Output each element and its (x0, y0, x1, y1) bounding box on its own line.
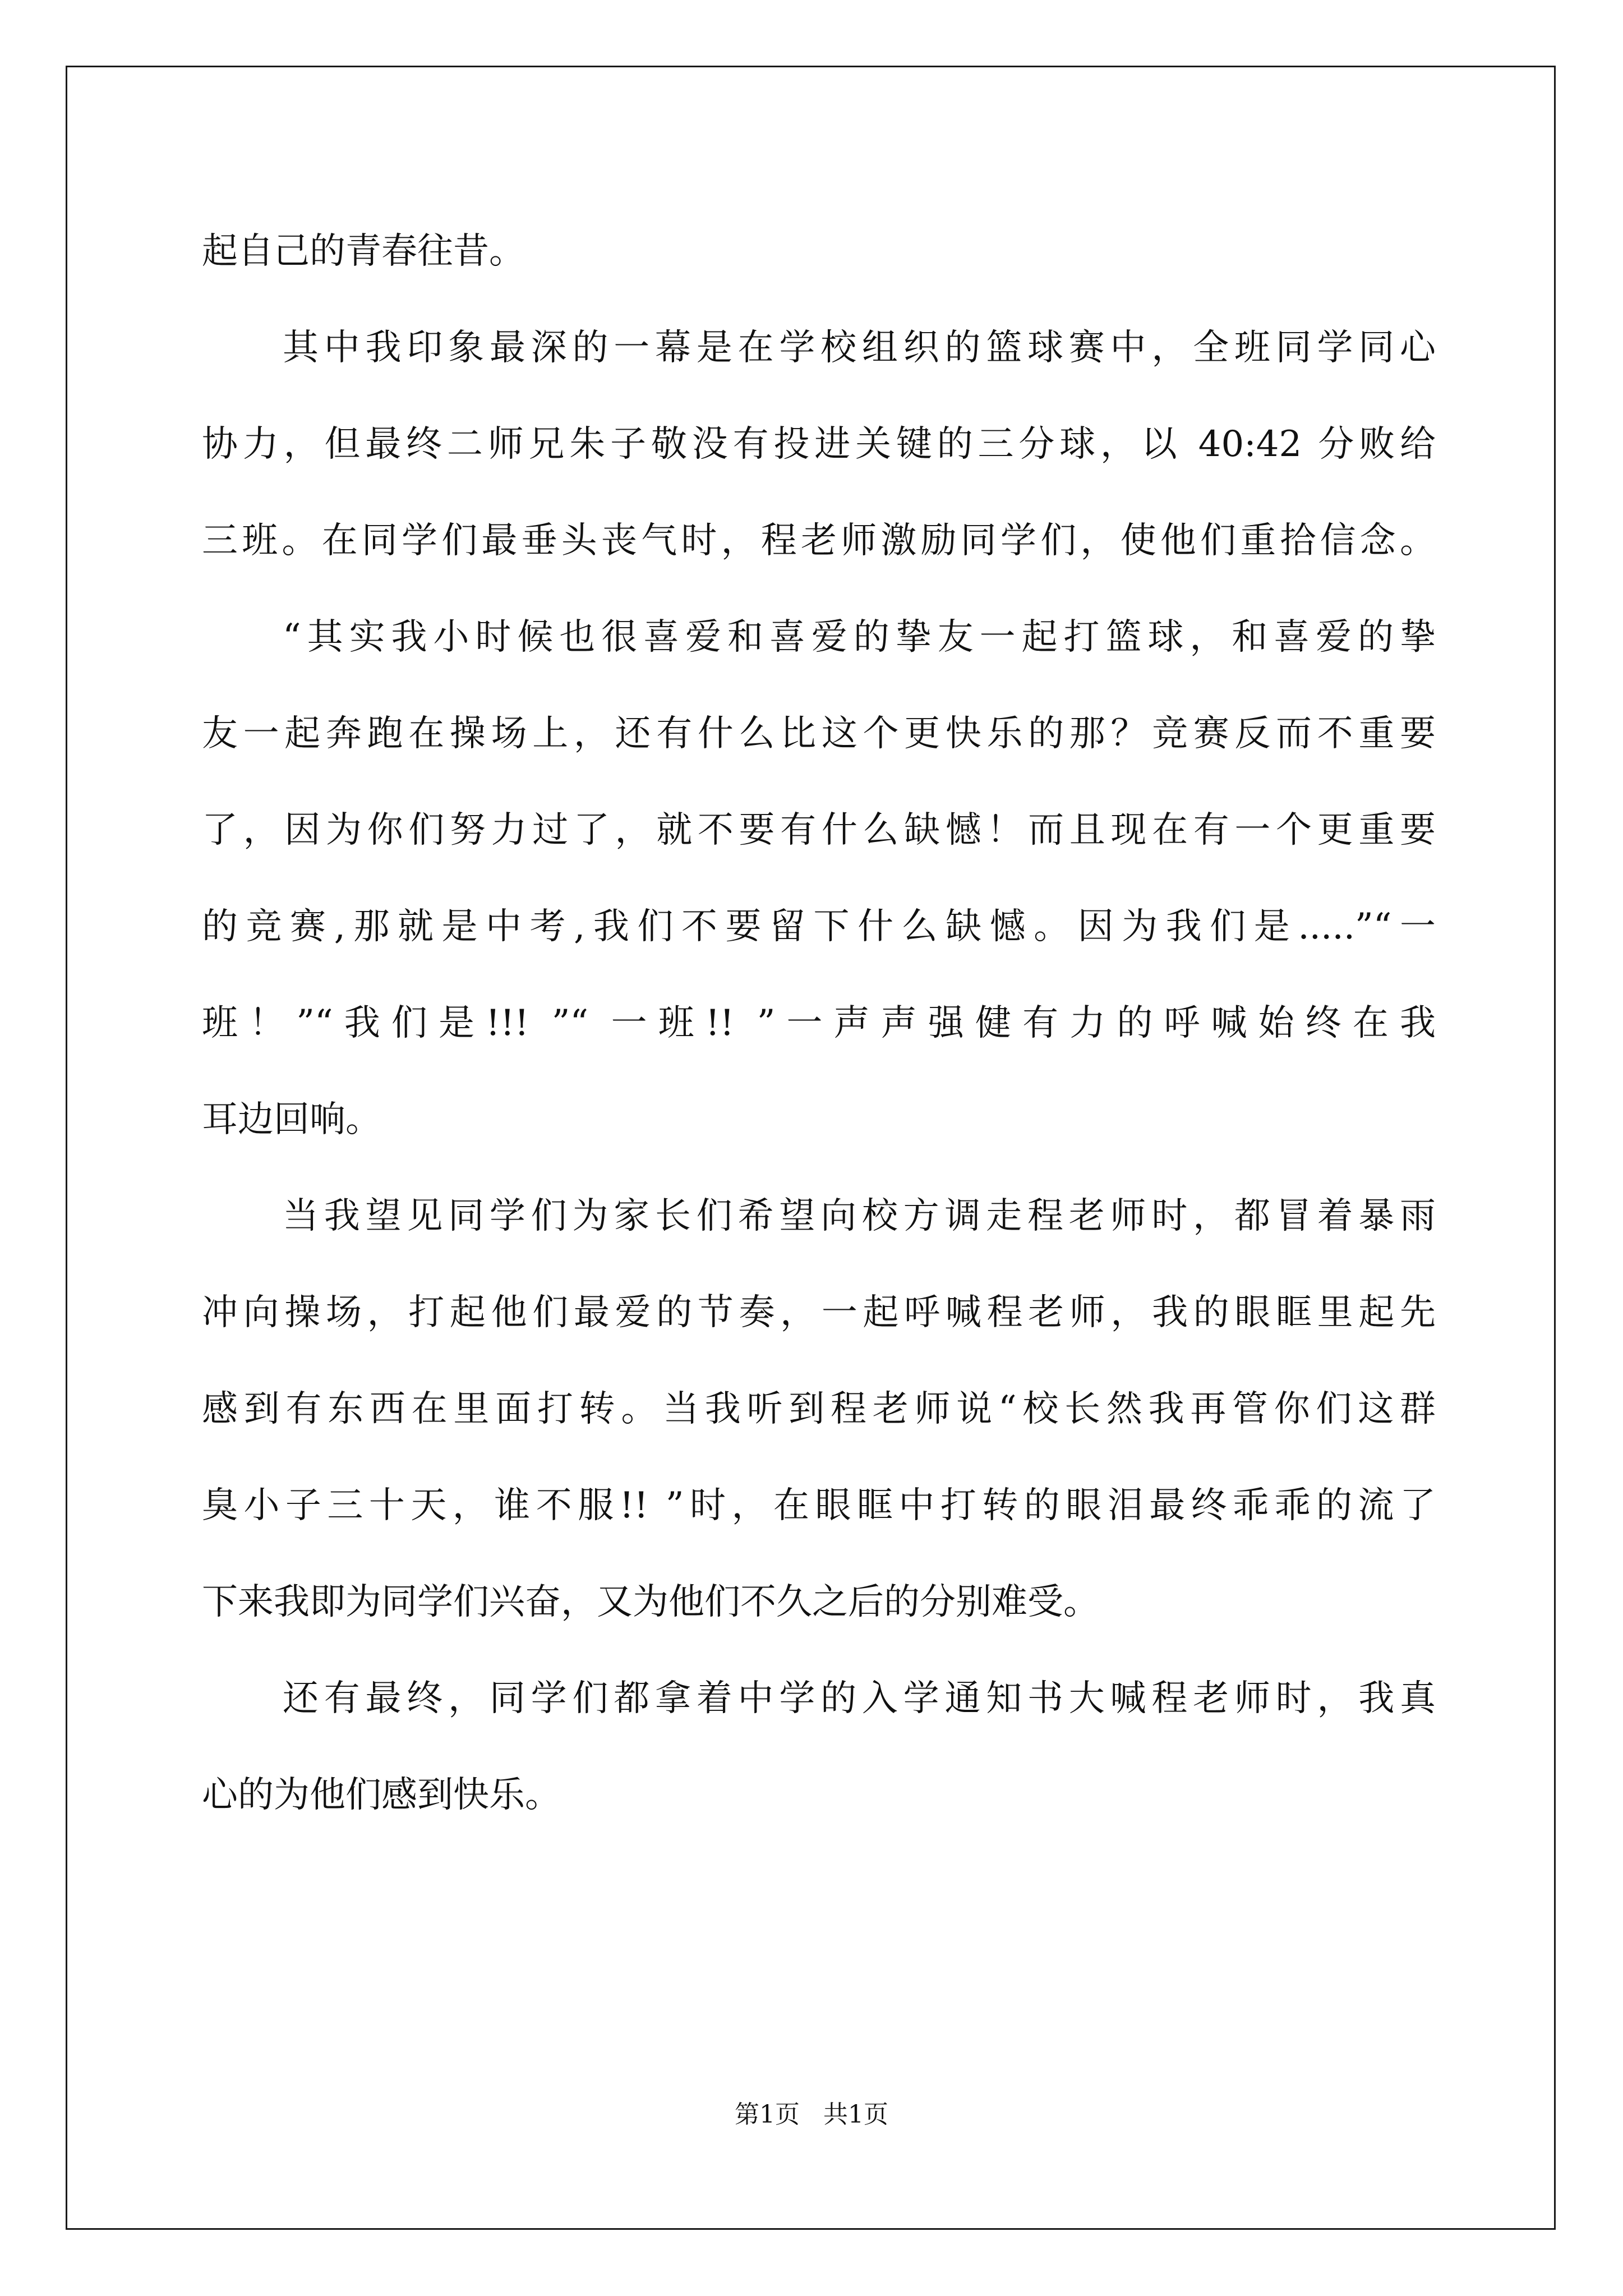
page-number-footer: 第1页 共1页 (735, 2100, 888, 2129)
text-line: 其中我印象最深的一幕是在学校组织的篮球赛中，全班同学同心 (283, 327, 1436, 369)
text-line: 起自己的青春往昔。 (202, 231, 525, 272)
text-line: 当我望见同学们为家长们希望向校方调走程老师时，都冒着暴雨 (283, 1195, 1436, 1237)
text-line: “其实我小时候也很喜爱和喜爱的挚友一起打篮球，和喜爱的挚 (283, 616, 1436, 658)
document-body (202, 203, 1436, 1843)
text-line: 协力，但最终二师兄朱子敬没有投进关键的三分球，以 40:42 分败给 (202, 424, 1436, 465)
text-line: 冲向操场，打起他们最爱的节奏，一起呼喊程老师，我的眼眶里起先 (202, 1292, 1436, 1333)
text-line: 下来我即为同学们兴奋，又为他们不久之后的分别难受。 (202, 1581, 1099, 1623)
text-line: 感到有东西在里面打转。当我听到程老师说“校长然我再管你们这群 (202, 1388, 1436, 1430)
text-line: 耳边回响。 (202, 1099, 381, 1140)
text-line: 臭小子三十天，谁不服!! ”时，在眼眶中打转的眼泪最终乖乖的流了 (202, 1485, 1436, 1526)
text-line: 三班。在同学们最垂头丧气时，程老师激励同学们，使他们重拾信念。 (202, 520, 1436, 562)
text-line: 的竞赛,那就是中考,我们不要留下什么缺憾。因为我们是.....”“一 (202, 906, 1436, 947)
text-line: 心的为他们感到快乐。 (202, 1774, 561, 1816)
text-line: 还有最终，同学们都拿着中学的入学通知书大喊程老师时，我真 (283, 1678, 1436, 1719)
text-line: 班！”“我们是!!! ”“ 一班!! ”一声声强健有力的呼喊始终在我 (202, 1002, 1436, 1044)
text-line: 友一起奔跑在操场上，还有什么比这个更快乐的那？竞赛反而不重要 (202, 713, 1436, 754)
text-line: 了，因为你们努力过了，就不要有什么缺憾！而且现在有一个更重要 (202, 809, 1436, 851)
